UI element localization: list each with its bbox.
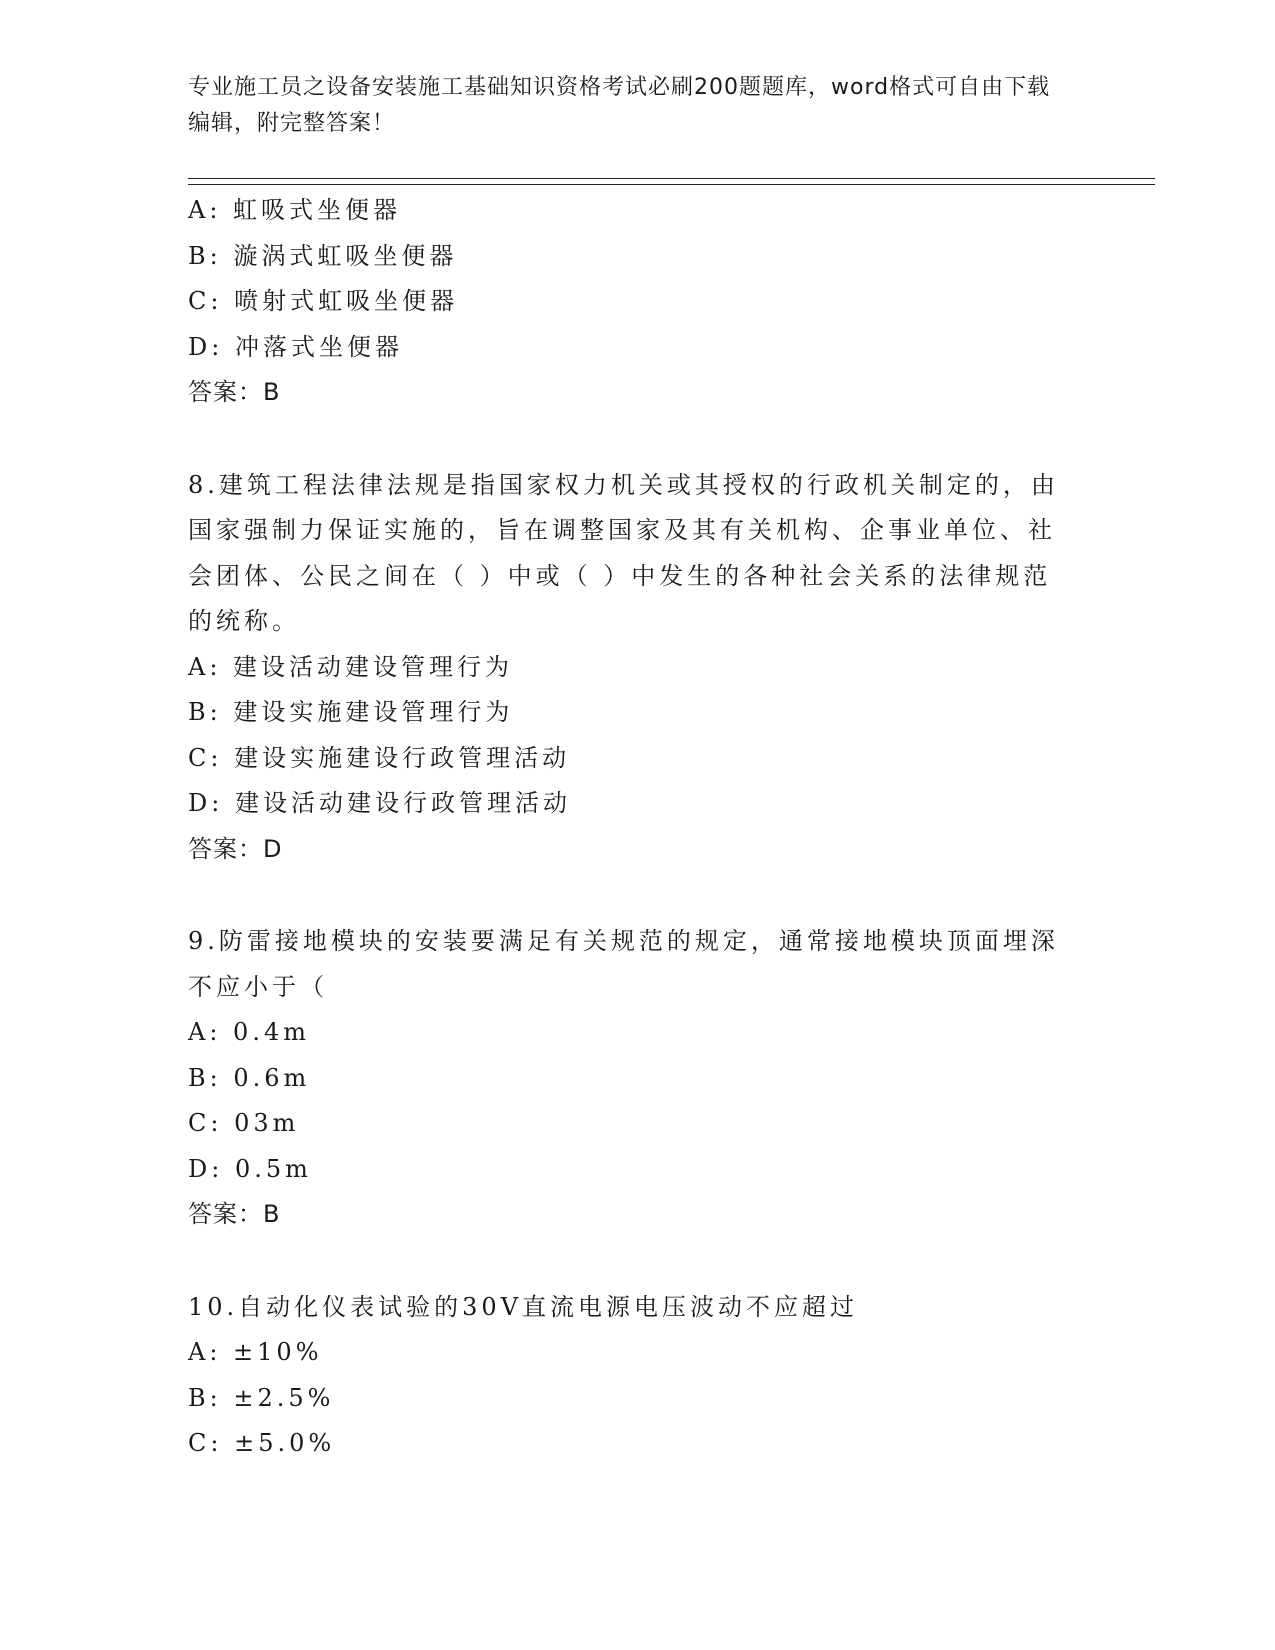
answer-line: 答案：D [188, 834, 283, 863]
option-c: C: 喷射式虹吸坐便器 [188, 287, 459, 315]
option-c: C: 03m [188, 1109, 300, 1137]
option-a: A: ±10% [188, 1338, 323, 1366]
header-rule-top [188, 178, 1155, 179]
question-7-continuation [188, 188, 1068, 416]
option-b: B: 0.6m [188, 1063, 311, 1092]
option-b: B: 建设实施建设管理行为 [188, 698, 514, 726]
question-8 [188, 463, 1068, 873]
question-10 [188, 1285, 1068, 1467]
document-body [188, 188, 1068, 1467]
option-d: D: 0.5m [188, 1154, 312, 1183]
question-text: 8.建筑工程法律法规是指国家权力机关或其授权的行政机关制定的，由国家强制力保证实施的，旨在调整国家及其有关机构、企事业单位、社会团体、公民之间在（ ）中或（ ）中发生的各种社会关系的法律规范的统称。 [188, 470, 1059, 635]
document-header: 专业施工员之设备安装施工基础知识资格考试必刷200题题库，word格式可自由下载编辑，附完整答案！ [188, 75, 1051, 136]
answer-line: 答案：B [188, 378, 281, 406]
answer-line: 答案：B [188, 1200, 281, 1228]
header-rule-bottom [188, 184, 1155, 185]
question-text: 10.自动化仪表试验的30V直流电源电压波动不应超过 [188, 1292, 859, 1321]
question-9 [188, 919, 1068, 1238]
option-a: A: 虹吸式坐便器 [188, 196, 402, 224]
option-b: B: 漩涡式虹吸坐便器 [188, 241, 458, 270]
option-c: C: ±5.0% [188, 1429, 336, 1457]
option-a: A: 建设活动建设管理行为 [188, 652, 514, 681]
option-d: D: 冲落式坐便器 [188, 332, 403, 361]
option-a: A: 0.4m [188, 1018, 310, 1046]
option-d: D: 建设活动建设行政管理活动 [188, 789, 571, 817]
question-text: 9.防雷接地模块的安装要满足有关规范的规定，通常接地模块顶面埋深不应小于（ [188, 927, 1059, 1001]
option-b: B: ±2.5% [188, 1383, 335, 1412]
option-c: C: 建设实施建设行政管理活动 [188, 743, 571, 772]
